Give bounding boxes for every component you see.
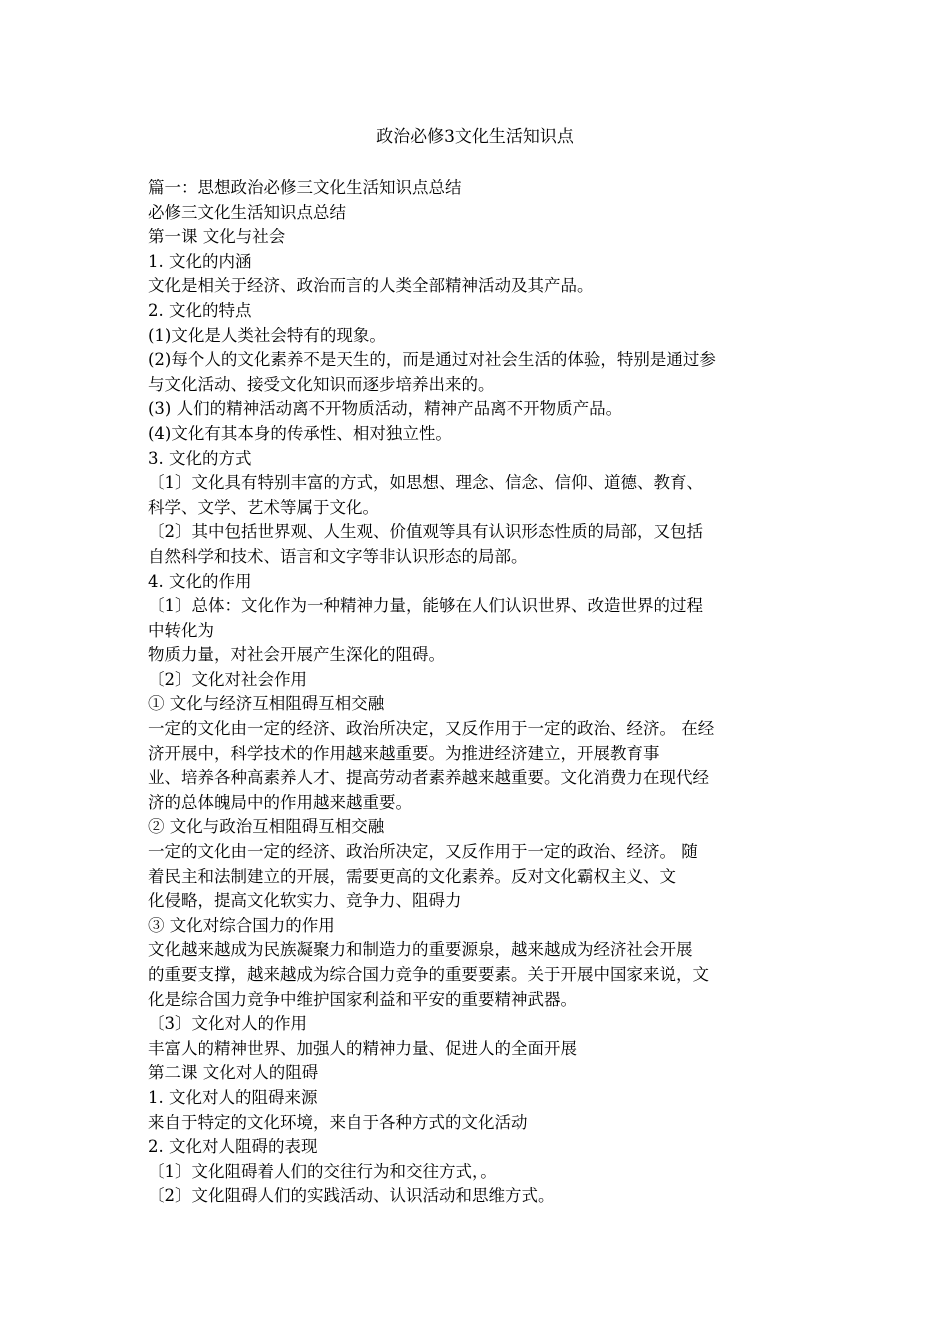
text-line: 〔2〕其中包括世界观、人生观、价值观等具有认识形态性质的局部，又包括 [148,522,703,542]
text-line: 1. 文化的内涵 [148,251,252,271]
text-line: 〔1〕总体：文化作为一种精神力量，能够在人们认识世界、改造世界的过程 [148,596,703,616]
text-line: 物质力量，对社会开展产生深化的阻碍。 [148,645,445,665]
text-line: 3. 文化的方式 [148,448,252,468]
text-line: 一定的文化由一定的经济、政治所决定，又反作用于一定的政治、经济。 随 [148,842,698,862]
text-line: (1)文化是人类社会特有的现象。 [148,325,386,345]
text-line: 第一课 文化与社会 [148,227,286,247]
text-line: 2. 文化对人阻碍的表现 [148,1137,318,1157]
text-line: 2. 文化的特点 [148,300,252,320]
text-line: 中转化为 [148,620,214,640]
document-title: 政治必修3文化生活知识点 [376,127,574,147]
text-line: 来自于特定的文化环境，来自于各种方式的文化活动 [148,1112,528,1132]
text-line: 自然科学和技术、语言和文字等非认识形态的局部。 [148,546,528,566]
text-line: 业、培养各种高素养人才、提高劳动者素养越来越重要。文化消费力在现代经 [148,768,709,788]
text-line: 化是综合国力竞争中维护国家利益和平安的重要精神武器。 [148,989,577,1009]
text-line: 第二课 文化对人的阻碍 [148,1063,319,1083]
text-line: (3) 人们的精神活动离不开物质活动，精神产品离不开物质产品。 [148,399,623,419]
text-line: (2)每个人的文化素养不是天生的，而是通过对社会生活的体验，特别是通过参 [148,350,716,370]
text-line: 与文化活动、接受文化知识而逐步培养出来的。 [148,374,495,394]
text-line: 文化是相关于经济、政治而言的人类全部精神活动及其产品。 [148,276,594,296]
text-line: 篇一：思想政治必修三文化生活知识点总结 [148,178,462,197]
text-line: 科学、文学、艺术等属于文化。 [148,497,379,517]
text-line: 济开展中，科学技术的作用越来越重要。为推进经济建立，开展教育事 [148,743,660,763]
text-line: (4)文化有其本身的传承性、相对独立性。 [148,423,452,443]
text-line: 〔1〕文化具有特别丰富的方式，如思想、理念、信念、信仰、道德、教育、 [148,473,703,493]
text-line: 必修三文化生活知识点总结 [148,202,346,222]
text-line: 着民主和法制建立的开展，需要更高的文化素养。反对文化霸权主义、文 [148,866,676,886]
text-line: 〔1〕文化阻碍着人们的交往行为和交往方式，。 [148,1161,497,1181]
text-line: 〔2〕文化对社会作用 [148,669,307,689]
text-line: 文化越来越成为民族凝聚力和制造力的重要源泉，越来越成为经济社会开展 [148,940,693,960]
text-line: ② 文化与政治互相阻碍互相交融 [148,817,385,837]
text-line: 济的总体魄局中的作用越来越重要。 [148,792,412,812]
text-line: 4. 文化的作用 [148,571,252,591]
text-line: 〔3〕文化对人的作用 [148,1014,307,1034]
text-line: 丰富人的精神世界、加强人的精神力量、促进人的全面开展 [148,1038,577,1058]
text-line: ① 文化与经济互相阻碍互相交融 [148,694,385,714]
document-body [148,176,813,1209]
text-line: 的重要支撑，越来越成为综合国力竞争的重要要素。关于开展中国家来说，文 [148,965,709,984]
text-line: 1. 文化对人的阻碍来源 [148,1087,318,1107]
text-line: ③ 文化对综合国力的作用 [148,915,335,935]
text-line: 一定的文化由一定的经济、政治所决定，又反作用于一定的政治、经济。 在经 [148,719,715,739]
text-line: 〔2〕文化阻碍人们的实践活动、认识活动和思维方式。 [148,1186,555,1206]
text-line: 化侵略，提高文化软实力、竞争力、阻碍力 [148,891,462,911]
